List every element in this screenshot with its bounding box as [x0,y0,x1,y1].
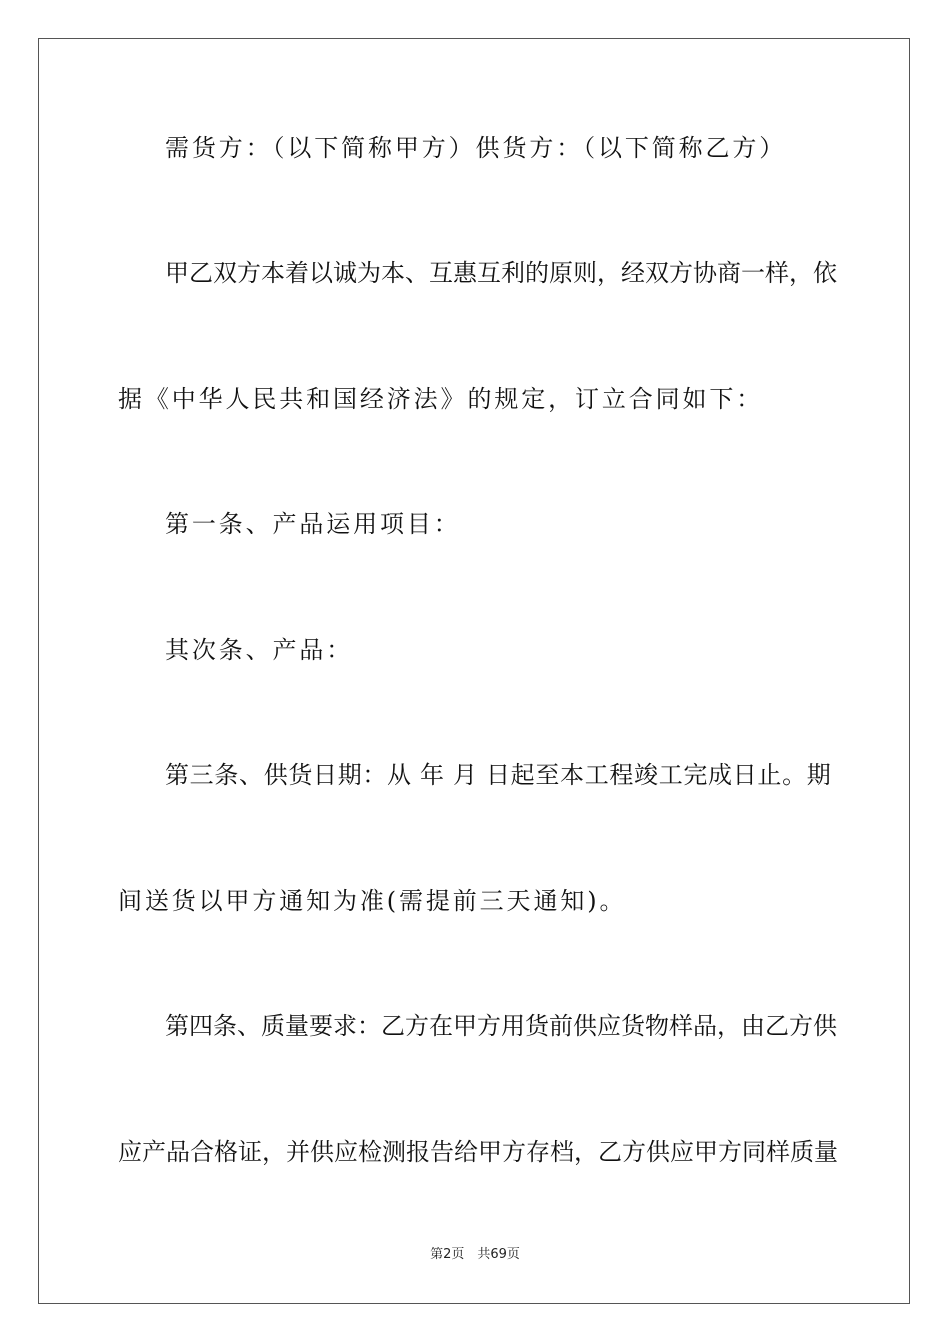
parties-line: 需货方：（以下简称甲方）供货方：（以下简称乙方） [165,134,787,162]
article-3-line-2: 间送货以甲方通知为准(需提前三天通知)。 [118,887,627,915]
preamble-line-1: 甲 乙 双 方 本 着 以 诚 为 本 、 互 惠 互 利 的 原 则 ， 经 双 方 协 商 一 样 ， 依 [165,259,837,287]
article-1: 第一条、产品运用项目： [165,510,461,538]
preamble-line-2: 据《中华人民共和国经济法》的规定，订立合同如下： [118,385,764,413]
page-border [38,38,910,1304]
page-number-footer: 第2页 共69页 [430,1247,520,1262]
article-2: 其次条、产品： [165,636,354,664]
article-3-line-1: 第 三 条 、 供 货 日 期 ： 从 年 月 日 起 至 本 工 程 竣 工 完 成 日 止 。 期 [165,761,831,789]
article-4-line-1: 第 四 条 、 质 量 要 求 ： 乙 方 在 甲 方 用 货 前 供 应 货 物 样 品 ， 由 乙 方 供 [165,1012,837,1040]
article-4-line-2: 应 产 品 合 格 证 ， 并 供 应 检 测 报 告 给 甲 方 存 档 ， 乙 方 供 应 甲 方 同 样 质 量 [118,1138,838,1166]
